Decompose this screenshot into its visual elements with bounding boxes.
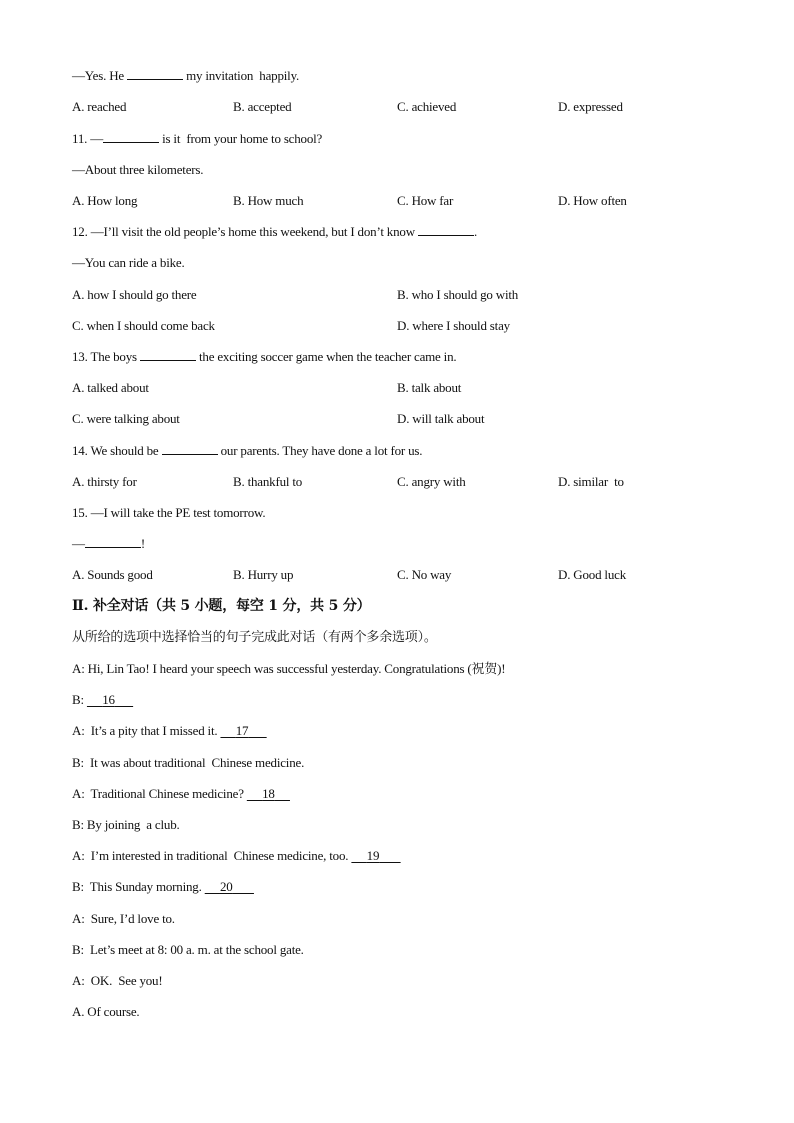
q13-option-a[interactable]: A. talked about <box>72 380 149 395</box>
answer-blank[interactable] <box>127 68 183 80</box>
q11-option-a[interactable]: A. How long <box>72 193 138 208</box>
q15-option-b[interactable]: B. Hurry up <box>233 567 294 582</box>
dialogue-line: A: Traditional Chinese medicine? 18 <box>72 786 290 802</box>
q15-option-a[interactable]: A. Sounds good <box>72 567 153 582</box>
q11-option-d[interactable]: D. How often <box>558 193 627 208</box>
blank-16[interactable]: 16 <box>102 692 115 707</box>
q12-reply: —You can ride a bike. <box>72 255 185 270</box>
q13-option-b[interactable]: B. talk about <box>397 380 462 395</box>
q14-option-a[interactable]: A. thirsty for <box>72 474 137 489</box>
q15-reply: — ! <box>72 536 145 551</box>
q10-option-d[interactable]: D. expressed <box>558 99 623 114</box>
q10-option-c[interactable]: C. achieved <box>397 99 457 114</box>
blank-19[interactable]: 19 <box>366 848 380 863</box>
dialogue-line: B: It was about traditional Chinese medicine. <box>72 755 305 770</box>
dialogue-line: A: I’m interested in traditional Chinese medicine, too. 19 <box>72 848 401 864</box>
blank-20[interactable]: 20 <box>219 879 233 894</box>
dialogue-line: A: Hi, Lin Tao! I heard your speech was successful yesterday. Congratulations (祝贺)! <box>72 661 506 676</box>
answer-blank[interactable] <box>140 349 196 361</box>
q12-option-d[interactable]: D. where I should stay <box>397 318 510 333</box>
q12-option-b[interactable]: B. who I should go with <box>397 287 519 302</box>
answer-blank[interactable] <box>85 536 141 548</box>
q10-answer-line: —Yes. He my invitation happily. <box>72 68 300 83</box>
dialogue-line: A: OK. See you! <box>72 973 163 988</box>
answer-blank[interactable] <box>103 131 159 143</box>
answer-blank[interactable] <box>162 443 218 455</box>
dialogue-line: B: 16 <box>72 692 133 708</box>
q13-option-d[interactable]: D. will talk about <box>397 411 485 426</box>
blank-17[interactable]: 17 <box>235 723 249 738</box>
q11-reply: —About three kilometers. <box>72 162 204 177</box>
q15-question: 15. —I will take the PE test tomorrow. <box>72 505 266 520</box>
dialogue-line: B: Let’s meet at 8: 00 a. m. at the school gate. <box>72 942 304 957</box>
q15-option-c[interactable]: C. No way <box>397 567 452 582</box>
dialogue-line: B: By joining a club. <box>72 817 180 832</box>
q14-option-c[interactable]: C. angry with <box>397 474 466 489</box>
q13-question: 13. The boys the exciting soccer game when the teacher came in. <box>72 349 457 364</box>
q12-option-a[interactable]: A. how I should go there <box>72 287 197 302</box>
q14-option-d[interactable]: D. similar to <box>558 474 624 489</box>
q10-option-b[interactable]: B. accepted <box>233 99 292 114</box>
q15-option-d[interactable]: D. Good luck <box>558 567 627 582</box>
dialogue-line: A: Sure, I’d love to. <box>72 911 175 926</box>
blank-18[interactable]: 18 <box>262 786 275 801</box>
q10-option-a[interactable]: A. reached <box>72 99 127 114</box>
q11-option-b[interactable]: B. How much <box>233 193 304 208</box>
q14-option-b[interactable]: B. thankful to <box>233 474 303 489</box>
dialogue-line: B: This Sunday morning. 20 <box>72 879 254 895</box>
section-instruction: 从所给的选项中选择恰当的句子完成此对话（有两个多余选项）。 <box>72 630 437 645</box>
q14-question: 14. We should be our parents. They have done a lot for us. <box>72 443 423 458</box>
dialogue-line: A: It’s a pity that I missed it. 17 <box>72 723 267 739</box>
section-title: Ⅱ. 补全对话（共 5 小题，每空 1 分，共 5 分） <box>72 598 371 614</box>
q11-option-c[interactable]: C. How far <box>397 193 454 208</box>
q12-option-c[interactable]: C. when I should come back <box>72 318 215 333</box>
q11-question: 11. — is it from your home to school? <box>72 131 323 146</box>
answer-blank[interactable] <box>418 224 474 236</box>
q13-option-c[interactable]: C. were talking about <box>72 411 180 426</box>
dialogue-option-a[interactable]: A. Of course. <box>72 1004 140 1019</box>
q12-question: 12. —I’ll visit the old people’s home this weekend, but I don’t know . <box>72 224 478 239</box>
